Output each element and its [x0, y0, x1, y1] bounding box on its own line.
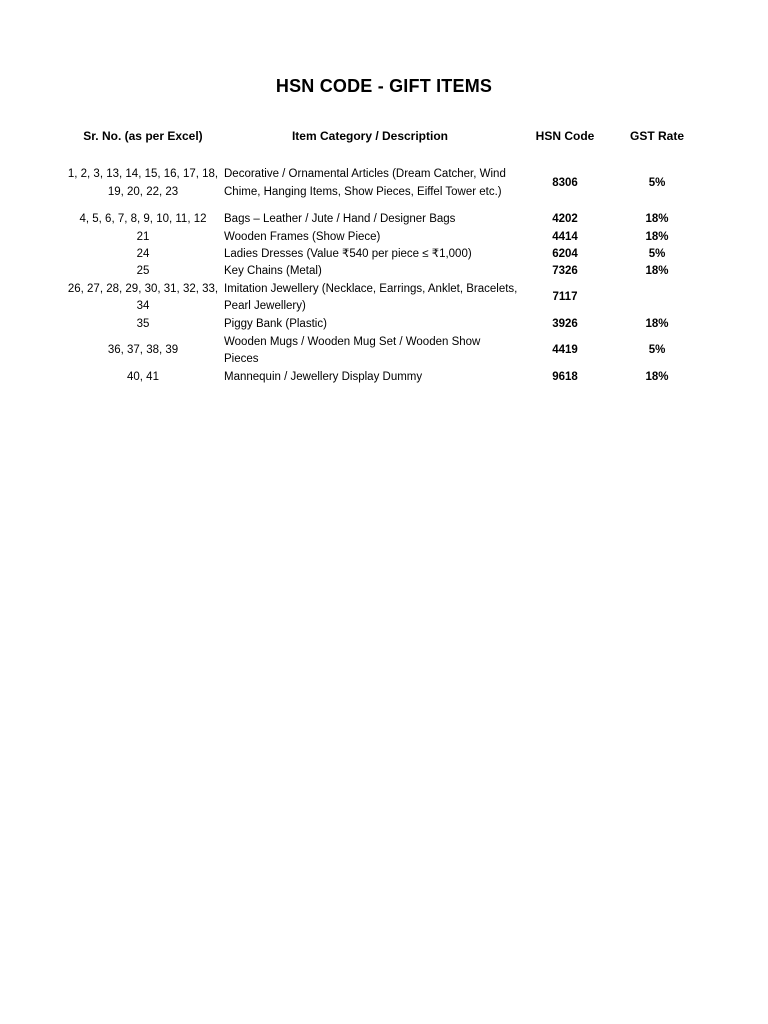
gst-rate-cell: 18% [645, 230, 669, 243]
sr-no-cell: 40, 41 [127, 371, 159, 384]
description-cell: Key Chains (Metal) [224, 264, 322, 277]
sr-no-cell: 4, 5, 6, 7, 8, 9, 10, 11, 12 [79, 213, 207, 226]
gst-rate-cell: 5% [648, 247, 666, 260]
description-cell: Mannequin / Jewellery Display Dummy [224, 371, 423, 384]
page-title: HSN CODE - GIFT ITEMS [275, 76, 493, 96]
hsn-code-cell: 7117 [552, 291, 578, 304]
table-row [0, 280, 768, 316]
hsn-code-cell: 6204 [552, 247, 578, 260]
hsn-code-cell: 9618 [552, 371, 578, 384]
gst-rate-cell: 5% [648, 176, 666, 189]
description-cell: Imitation Jewellery (Necklace, Earrings, Anklet, Bracelets, Pearl Jewellery) [224, 282, 518, 312]
table-body [0, 165, 768, 387]
table-header [0, 129, 768, 145]
gst-rate-cell: 18% [645, 317, 669, 330]
sr-no-cell: 21 [136, 230, 150, 243]
table-row [0, 229, 768, 246]
hsn-code-cell: 4414 [552, 230, 578, 243]
sr-no-cell: 36, 37, 38, 39 [107, 344, 179, 357]
column-header-sr-no: Sr. No. (as per Excel) [83, 129, 203, 143]
gst-rate-cell: 18% [645, 371, 669, 384]
description-cell: Piggy Bank (Plastic) [224, 317, 327, 330]
hsn-code-cell: 4419 [552, 344, 578, 357]
table-row [0, 263, 768, 280]
hsn-code-cell: 4202 [552, 213, 578, 226]
sr-no-cell: 26, 27, 28, 29, 30, 31, 32, 33, 34 [67, 282, 219, 312]
hsn-code-cell: 3926 [552, 317, 578, 330]
hsn-code-cell: 8306 [552, 176, 578, 189]
table-row [0, 211, 768, 229]
description-cell: Ladies Dresses (Value ₹540 per piece ≤ ₹1,000) [224, 247, 472, 260]
column-header-description: Item Category / Description [291, 129, 449, 143]
table-row [0, 333, 768, 369]
hsn-code-cell: 7326 [552, 264, 578, 277]
gst-rate-cell: 18% [645, 213, 669, 226]
sr-no-cell: 1, 2, 3, 13, 14, 15, 16, 17, 18, 19, 20, 22, 23 [67, 168, 219, 198]
table-row [0, 316, 768, 333]
column-header-gst-rate: GST Rate [629, 129, 684, 143]
column-header-hsn-code: HSN Code [535, 129, 595, 143]
description-cell: Wooden Mugs / Wooden Mug Set / Wooden Show Pieces [224, 335, 481, 365]
gst-rate-cell [612, 280, 702, 316]
description-cell: Wooden Frames (Show Piece) [224, 230, 381, 243]
description-cell: Decorative / Ornamental Articles (Dream Catcher, Wind Chime, Hanging Items, Show Pieces, Eiffel Tower etc.) [224, 168, 506, 198]
sr-no-cell: 24 [136, 247, 150, 260]
table-row [0, 165, 768, 202]
table-row [0, 369, 768, 387]
row-spacer [0, 202, 768, 211]
gst-rate-cell: 5% [648, 344, 666, 357]
sr-no-cell: 35 [136, 317, 150, 330]
gst-rate-cell: 18% [645, 264, 669, 277]
description-cell: Bags – Leather / Jute / Hand / Designer Bags [224, 213, 456, 226]
table-row [0, 246, 768, 263]
sr-no-cell: 25 [136, 264, 150, 277]
